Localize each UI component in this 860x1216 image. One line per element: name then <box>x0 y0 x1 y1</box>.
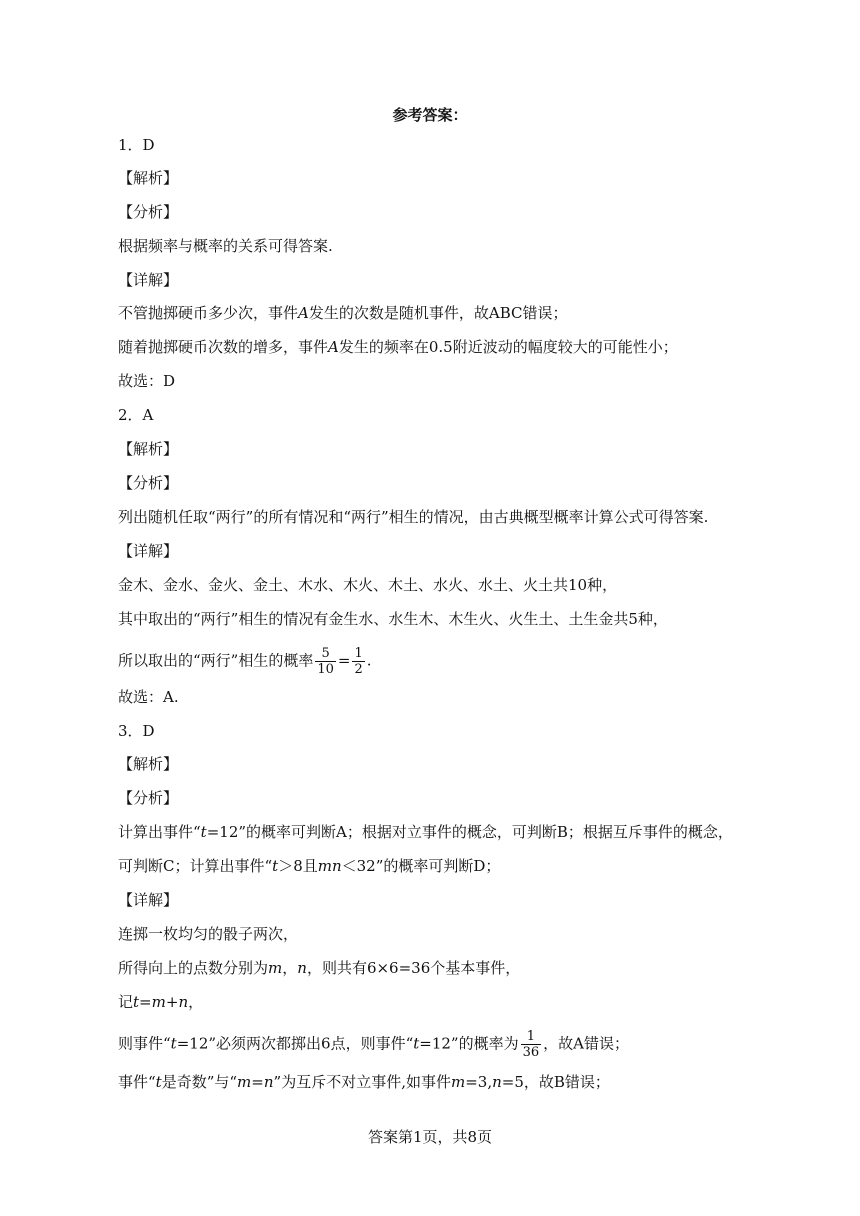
text-line: 【详解】 <box>118 542 179 560</box>
math-variable: m <box>237 1073 252 1091</box>
math-variable: m <box>151 993 166 1011</box>
text-line: 【详解】 <box>118 271 179 289</box>
text-run: 是奇数”与“ <box>161 1073 238 1091</box>
text-line <box>118 855 500 877</box>
math-variable: n <box>263 1073 274 1091</box>
text-run: =3, <box>465 1073 493 1091</box>
text-run: = <box>251 1073 264 1091</box>
fraction-numerator: 5 <box>315 646 336 662</box>
text-line: 【解析】 <box>118 440 179 458</box>
text-line: 金木、金水、金火、金土、木水、木火、木土、水火、水土、火土共10种， <box>118 576 618 594</box>
text-run: + <box>165 993 179 1011</box>
text-line <box>118 336 678 358</box>
equals-sign: = <box>337 651 351 670</box>
text-run: 所得向上的点数分别为 <box>118 959 269 977</box>
text-run: ， <box>188 993 204 1011</box>
math-variable: A <box>298 304 309 322</box>
math-variable: t <box>170 1034 177 1053</box>
text-run: =12”的概率可判断A；根据对立事件的概念，可判断B；根据互斥事件的概念， <box>206 823 733 841</box>
text-run: =12”的概率为 <box>419 1034 519 1053</box>
math-variable: t <box>133 993 140 1011</box>
text-line: 故选：A. <box>118 688 179 706</box>
text-line: 【分析】 <box>118 474 179 492</box>
math-variable: n <box>492 1073 502 1091</box>
fraction-numerator: 1 <box>354 646 363 661</box>
text-line <box>118 821 733 843</box>
text-run: 随着抛掷硬币次数的增多，事件 <box>118 338 329 356</box>
text-line: 连掷一枚均匀的骰子两次， <box>118 925 299 943</box>
text-run: 计算出事件“ <box>118 823 201 841</box>
text-line <box>118 302 567 324</box>
page-title: 参考答案： <box>392 106 468 124</box>
text-run: 则事件“ <box>118 1034 171 1053</box>
text-line: 【解析】 <box>118 169 179 187</box>
text-line <box>118 1071 610 1093</box>
math-variable: n <box>178 993 189 1011</box>
fraction-denominator: 2 <box>354 662 363 677</box>
text-run: ＞8且 <box>278 857 318 875</box>
text-run: ”为互斥不对立事件,如事件 <box>273 1073 451 1091</box>
fraction-denominator: 10 <box>317 662 334 677</box>
text-run: = <box>139 993 152 1011</box>
text-run: 记 <box>118 993 134 1011</box>
text-run: 发生的频率在0.5附近波动的幅度较大的可能性小； <box>338 338 678 356</box>
text-line <box>118 991 203 1013</box>
text-run: ，则共有6×6=36个基本事件， <box>306 959 521 977</box>
text-run: 事件“ <box>118 1073 156 1091</box>
math-variable: t <box>272 857 279 875</box>
text-line: 【详解】 <box>118 891 179 909</box>
text-run: 发生的次数是随机事件，故ABC错误； <box>308 304 568 322</box>
text-line <box>118 957 520 979</box>
text-run: . <box>366 651 372 670</box>
text-line: 【分析】 <box>118 789 179 807</box>
text-run: 可判断C；计算出事件“ <box>118 857 273 875</box>
text-line <box>118 646 372 677</box>
text-line: 2．A <box>118 406 154 424</box>
text-line: 3．D <box>118 722 155 740</box>
math-variable: t <box>413 1034 420 1053</box>
fraction <box>352 646 364 677</box>
text-run: ，故A错误； <box>543 1034 629 1053</box>
fraction <box>521 1029 542 1060</box>
math-variable: t <box>200 823 207 841</box>
text-run: 不管抛掷硬币多少次，事件 <box>118 304 299 322</box>
math-variable: n <box>297 959 307 977</box>
math-variable: A <box>328 338 339 356</box>
page-footer: 答案第1页，共8页 <box>367 1128 493 1146</box>
fraction-denominator: 36 <box>522 1045 540 1060</box>
math-variable: m <box>450 1073 466 1091</box>
text-line: 1．D <box>118 136 155 154</box>
text-line: 根据频率与概率的关系可得答案. <box>118 237 333 255</box>
text-line: 【分析】 <box>118 203 179 221</box>
text-line: 其中取出的“两行”相生的情况有金生水、水生木、木生火、火生土、土生金共5种， <box>118 610 668 628</box>
math-variable: t <box>155 1073 162 1091</box>
text-line <box>118 1029 629 1060</box>
fraction <box>315 646 336 677</box>
text-run: =12”必须两次都掷出6点，则事件“ <box>176 1034 414 1053</box>
text-run: 所以取出的“两行”相生的概率 <box>118 651 314 670</box>
text-line: 故选：D <box>118 372 176 390</box>
text-line: 列出随机任取“两行”的所有情况和“两行”相生的情况，由古典概型概率计算公式可得答案. <box>118 508 709 526</box>
math-variable: m <box>268 959 283 977</box>
text-line: 【解析】 <box>118 755 179 773</box>
text-run: =5，故B错误； <box>501 1073 610 1091</box>
fraction-numerator: 1 <box>521 1029 542 1045</box>
math-variable: mn <box>317 857 342 875</box>
text-run: ＜32”的概率可判断D； <box>341 857 501 875</box>
text-run: ， <box>282 959 298 977</box>
